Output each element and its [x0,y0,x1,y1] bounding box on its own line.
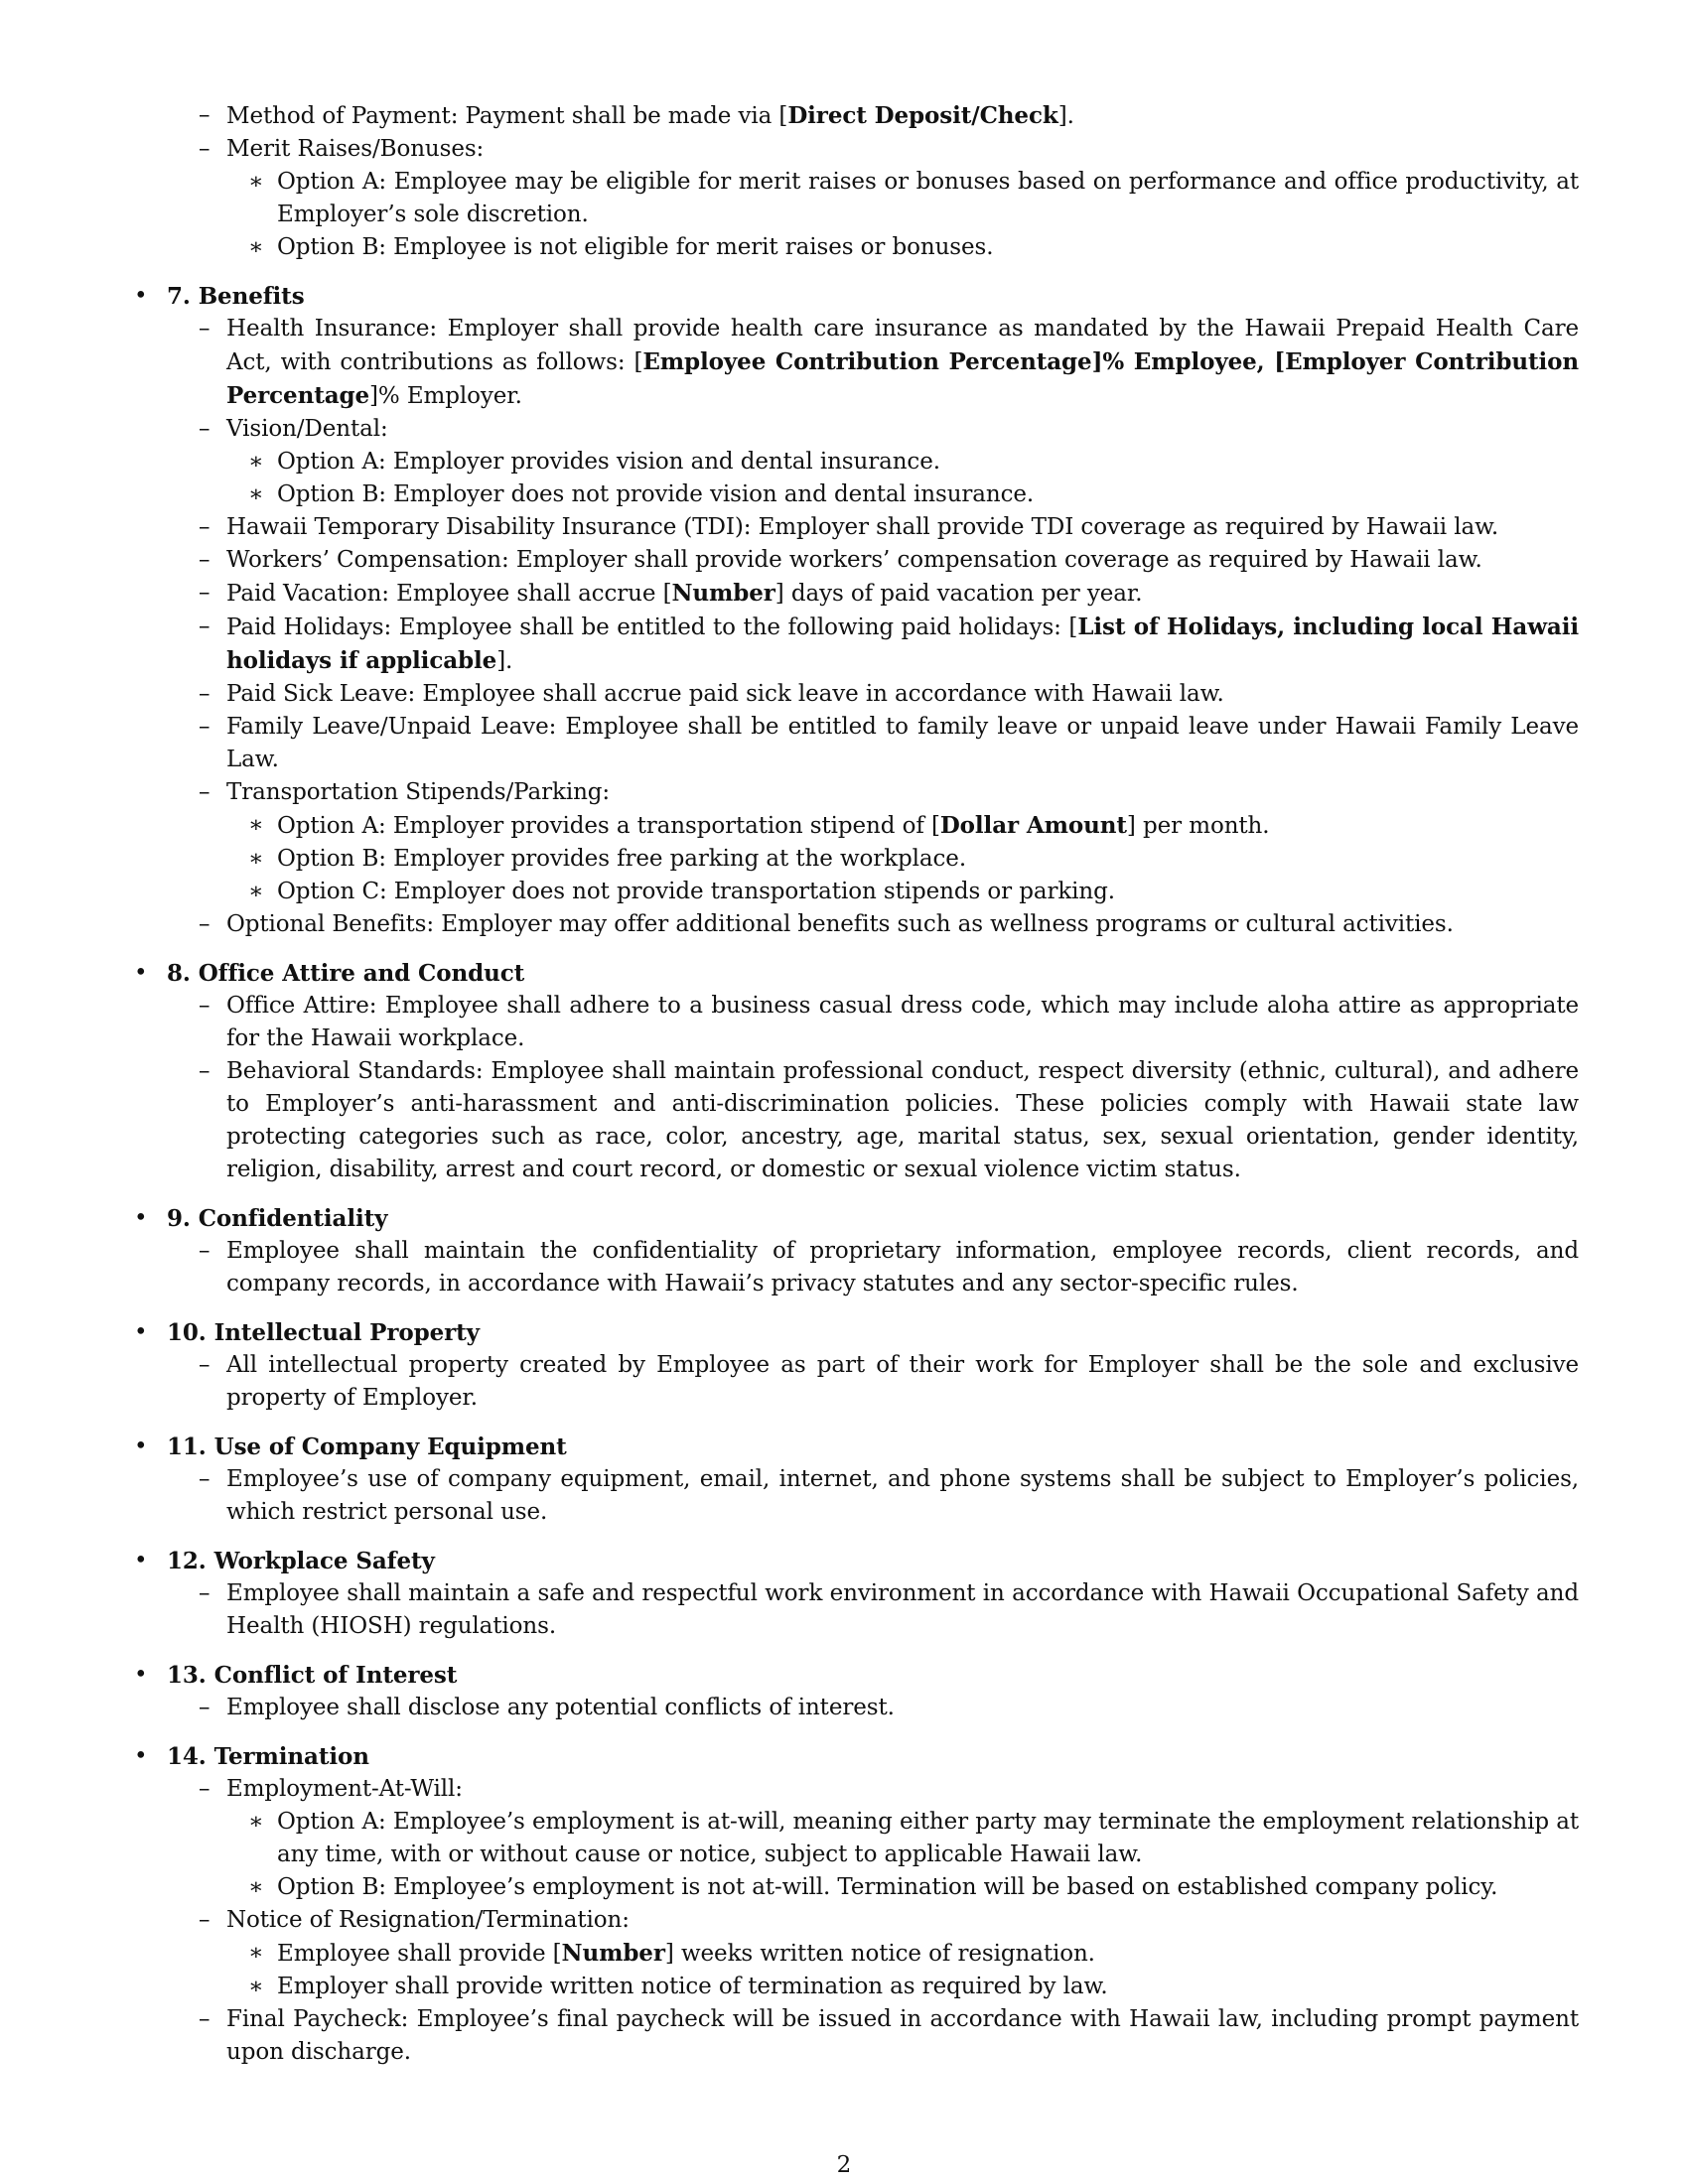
page-number: 2 [836,2152,852,2178]
list-item-paid-holidays: – Paid Holidays: Employee shall be entitled to the following paid holidays: [List of Holidays, including local Hawaii holidays if applicable]. [199,614,1579,674]
list-item-vision-dental: – Vision/Dental: [199,416,388,442]
section-conflict-of-interest [134,1659,1579,1724]
notice-employer: ∗ Employer shall provide written notice of termination as required by law. [248,1974,1108,1999]
section-heading-intellectual-property: • 10. Intellectual Property [134,1319,480,1346]
list-item-paid-sick-leave: – Paid Sick Leave: Employee shall accrue paid sick leave in accordance with Hawaii law. [199,681,1224,707]
section-compensation-continued [134,99,1579,264]
list-item-employment-at-will: – Employment-At-Will: [199,1776,463,1802]
section-heading-conflict-of-interest: • 13. Conflict of Interest [134,1662,458,1689]
list-item-workers-comp: – Workers’ Compensation: Employer shall provide workers’ compensation coverage as required by Hawaii law. [199,547,1482,573]
list-item-notice: – Notice of Resignation/Termination: [199,1907,630,1933]
option-at-will-a: ∗ Option A: Employee’s employment is at-will, meaning either party may terminate the employment relationship at any time, with or without cause or notice, subject to applicable Hawaii law. [248,1809,1579,1867]
list-item-intellectual-property: – All intellectual property created by Employee as part of their work for Employer shall be the sole and exclusive property of Employer. [199,1352,1579,1411]
section-termination [134,1740,1579,2069]
list-item-optional-benefits: – Optional Benefits: Employer may offer additional benefits such as wellness programs or cultural activities. [199,911,1454,937]
list-item-workplace-safety: – Employee shall maintain a safe and respectful work environment in accordance with Hawaii Occupational Safety and Health (HIOSH) regulations. [199,1580,1579,1639]
list-item-company-equipment: – Employee’s use of company equipment, email, internet, and phone systems shall be subject to Employer’s policies, which restrict personal use. [199,1466,1579,1525]
list-item-merit-raises: – Merit Raises/Bonuses: [199,136,485,162]
section-heading-company-equipment: • 11. Use of Company Equipment [134,1433,567,1460]
option-merit-a: ∗ Option A: Employee may be eligible for merit raises or bonuses based on performance and office productivity, at Employer’s sole discretion. [248,169,1579,227]
option-transport-a: ∗ Option A: Employer provides a transportation stipend of [Dollar Amount] per month. [248,812,1270,839]
section-intellectual-property [134,1316,1579,1415]
section-heading-workplace-safety: • 12. Workplace Safety [134,1548,435,1574]
list-item-office-attire: – Office Attire: Employee shall adhere to a business casual dress code, which may include aloha attire as appropriate for the Hawaii workplace. [199,993,1579,1051]
list-item-paid-vacation: – Paid Vacation: Employee shall accrue [Number] days of paid vacation per year. [199,580,1143,607]
section-heading-office-attire: • 8. Office Attire and Conduct [134,960,525,987]
option-merit-b: ∗ Option B: Employee is not eligible for merit raises or bonuses. [248,234,994,260]
list-item-method-of-payment: – Method of Payment: Payment shall be made via [Direct Deposit/Check]. [199,102,1074,129]
section-heading-benefits: • 7. Benefits [134,283,305,310]
section-office-attire [134,957,1579,1186]
list-item-tdi: – Hawaii Temporary Disability Insurance (TDI): Employer shall provide TDI coverage as required by Hawaii law. [199,514,1499,540]
section-heading-termination: • 14. Termination [134,1743,369,1770]
option-transport-b: ∗ Option B: Employer provides free parking at the workplace. [248,846,967,872]
document-body [134,99,1579,2069]
notice-employee: ∗ Employee shall provide [Number] weeks written notice of resignation. [248,1940,1095,1967]
list-item-confidentiality: – Employee shall maintain the confidentiality of proprietary information, employee records, client records, and company records, in accordance with Hawaii’s privacy statutes and any sector-specific rules. [199,1238,1579,1297]
list-item-behavioral-standards: – Behavioral Standards: Employee shall maintain professional conduct, respect diversity (ethnic, cultural), and adhere to Employer’s anti-harassment and anti-discrimination policies. These policies comply with Hawaii state law protecting categories such as race, color, ancestry, age, marital status, sex, sexual orientation, gender identity, religion, disability, arrest and court record, or domestic or sexual violence victim status. [199,1058,1579,1182]
section-company-equipment [134,1431,1579,1529]
list-item-final-paycheck: – Final Paycheck: Employee’s final paycheck will be issued in accordance with Hawaii law, including prompt payment upon discharge. [199,2006,1579,2065]
option-transport-c: ∗ Option C: Employer does not provide transportation stipends or parking. [248,879,1115,904]
option-vision-a: ∗ Option A: Employer provides vision and dental insurance. [248,449,940,475]
option-at-will-b: ∗ Option B: Employee’s employment is not at-will. Termination will be based on established company policy. [248,1874,1498,1900]
list-item-health-insurance: – Health Insurance: Employer shall provide health care insurance as mandated by the Hawaii Prepaid Health Care Act, with contributions as follows: [Employee Contribution Percentage]% Employee, [Employer Contribution Percentage]% Employer. [199,316,1579,409]
section-heading-confidentiality: • 9. Confidentiality [134,1205,388,1232]
section-workplace-safety [134,1545,1579,1643]
list-item-conflict-of-interest: – Employee shall disclose any potential conflicts of interest. [199,1695,895,1720]
option-vision-b: ∗ Option B: Employer does not provide vision and dental insurance. [248,481,1035,507]
list-item-transportation: – Transportation Stipends/Parking: [199,779,611,805]
section-confidentiality [134,1202,1579,1300]
section-benefits [134,280,1579,941]
list-item-family-leave: – Family Leave/Unpaid Leave: Employee shall be entitled to family leave or unpaid leave under Hawaii Family Leave Law. [199,714,1579,772]
